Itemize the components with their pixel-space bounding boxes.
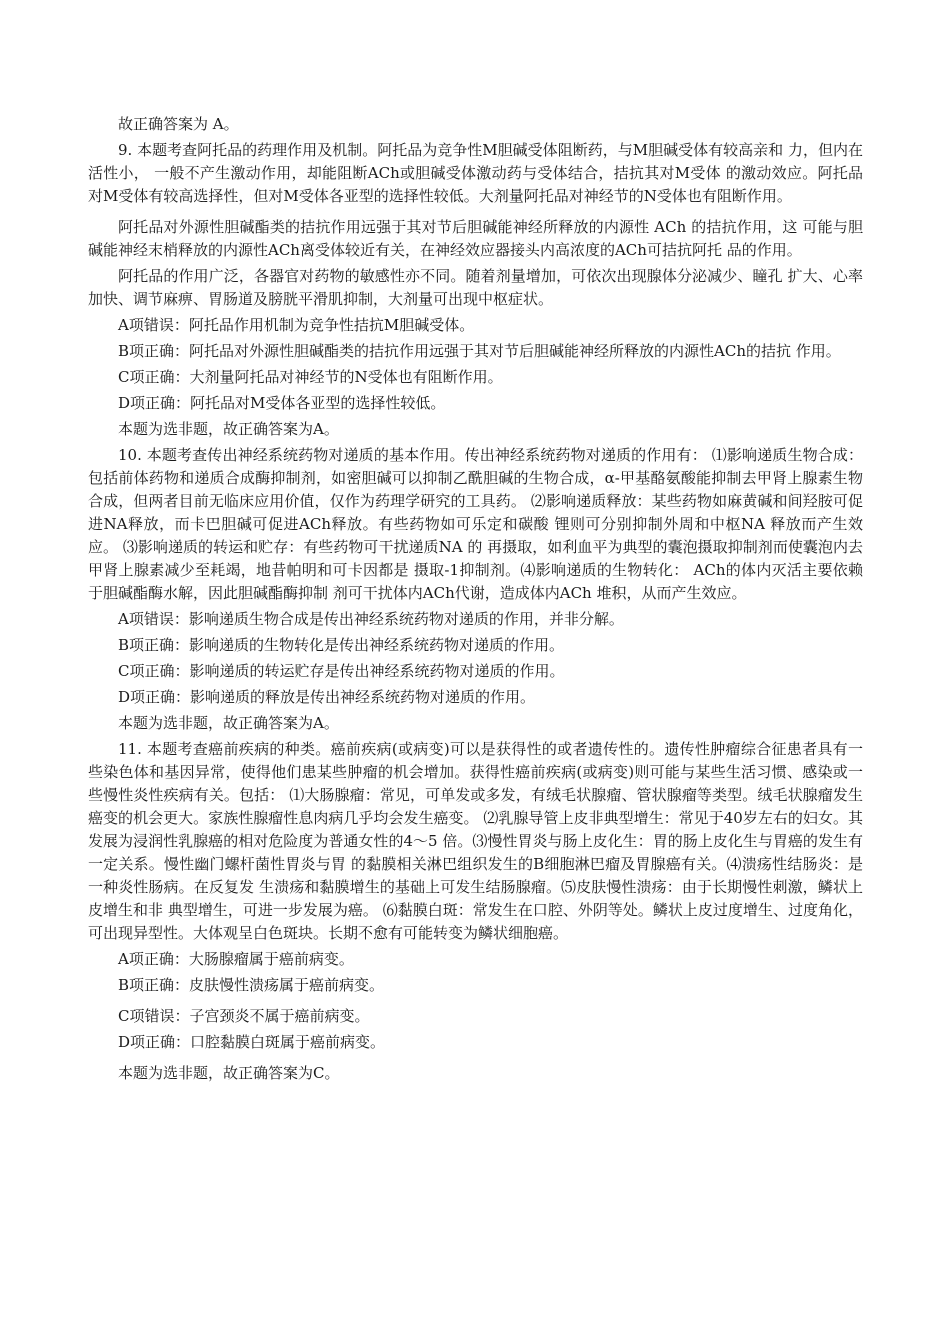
q9-antagonism: 阿托品对外源性胆碱酯类的拮抗作用远强于其对节后胆碱能神经所释放的内源性 ACh 的拮抗作用，这 可能与胆碱能神经末梢释放的内源性ACh离受体较近有关，在神经效应器接头内高浓度的ACh可拮抗阿托 品的作用。 xyxy=(88,218,863,259)
q9-option-d: D项正确：阿托品对M受体各亚型的选择性较低。 xyxy=(118,394,446,412)
q11-option-b: B项正确：皮肤慢性溃疡属于癌前病变。 xyxy=(118,976,385,994)
q10-answer: 本题为选非题，故正确答案为A。 xyxy=(118,714,339,732)
q10-option-c: C项正确：影响递质的转运贮存是传出神经系统药物对递质的作用。 xyxy=(118,662,565,680)
q9-explanation: 9. 本题考查阿托品的药理作用及机制。阿托品为竞争性M胆碱受体阻断药，与M胆碱受体有较高亲和 力，但内在活性小， 一般不产生激动作用，却能阻断ACh或胆碱受体激动药与受体结合，拮抗其对M受体 的激动效应。阿托品对M受体有较高选择性，但对M受体各亚型的选择性较低。大剂量阿托品对神经节的N受体也有阻断作用。 xyxy=(88,141,863,205)
document-page xyxy=(88,113,863,1088)
q9-answer: 本题为选非题，故正确答案为A。 xyxy=(118,420,339,438)
q9-option-a: A项错误：阿托品作用机制为竞争性拮抗M胆碱受体。 xyxy=(118,316,475,334)
q11-explanation: 11. 本题考查癌前疾病的种类。癌前疾病(或病变)可以是获得性的或者遗传性的。遗传性肿瘤综合征患者具有一些染色体和基因异常，使得他们患某些肿瘤的机会增加。获得性癌前疾病(或病变)则可能与某些生活习惯、感染或一些慢性炎性疾病有关。包括： ⑴大肠腺瘤：常见，可单发或多发，有绒毛状腺瘤、管状腺瘤等类型。绒毛状腺瘤发生癌变的机会更大。家族性腺瘤性息肉病几乎均会发生癌变。 ⑵乳腺导管上皮非典型增生：常见于40岁左右的妇女。其发展为浸润性乳腺癌的相对危险度为普通女性的4～5 倍。⑶慢性胃炎与肠上皮化生：胃的肠上皮化生与胃癌的发生有一定关系。慢性幽门螺杆菌性胃炎与胃 的黏膜相关淋巴组织发生的B细胞淋巴瘤及胃腺癌有关。⑷溃疡性结肠炎：是一种炎性肠病。在反复发 生溃疡和黏膜增生的基础上可发生结肠腺瘤。⑸皮肤慢性溃疡：由于长期慢性刺激，鳞状上皮增生和非 典型增生，可进一步发展为癌。 ⑹黏膜白斑：常发生在口腔、外阴等处。鳞状上皮过度增生、过度角化， 可出现异型性。大体观呈白色斑块。长期不愈有可能转变为鳞状细胞癌。 xyxy=(88,740,863,942)
q11-option-d: D项正确：口腔黏膜白斑属于癌前病变。 xyxy=(118,1033,386,1051)
answer-line-8: 故正确答案为 A。 xyxy=(118,115,239,133)
q9-option-c: C项正确：大剂量阿托品对神经节的N受体也有阻断作用。 xyxy=(118,368,503,386)
q10-option-a: A项错误：影响递质生物合成是传出神经系统药物对递质的作用，并非分解。 xyxy=(118,610,624,628)
q10-option-b: B项正确：影响递质的生物转化是传出神经系统药物对递质的作用。 xyxy=(118,636,565,654)
q10-explanation: 10. 本题考查传出神经系统药物对递质的基本作用。传出神经系统药物对递质的作用有： ⑴影响递质生物合成：包括前体药物和递质合成酶抑制剂，如密胆碱可以抑制乙酰胆碱的生物合成，α-甲基酪氨酸能抑制去甲肾上腺素生物合成，但两者目前无临床应用价值，仅作为药理学研究的工具药。 ⑵影响递质释放：某些药物如麻黄碱和间羟胺可促进NA释放，而卡巴胆碱可促进ACh释放。有些药物如可乐定和碳酸 锂则可分别抑制外周和中枢NA 释放而产生效应。 ⑶影响递质的转运和贮存：有些药物可干扰递质NA 的 再摄取，如利血平为典型的囊泡摄取抑制剂而使囊泡内去甲肾上腺素减少至耗竭，地昔帕明和可卡因都是 摄取-1抑制剂。⑷影响递质的生物转化： ACh的体内灭活主要依赖于胆碱酯酶水解，因此胆碱酯酶抑制 剂可干扰体内ACh代谢，造成体内ACh 堆积，从而产生效应。 xyxy=(88,446,863,602)
q11-option-c: C项错误：子宫颈炎不属于癌前病变。 xyxy=(118,1007,370,1025)
q11-answer: 本题为选非题，故正确答案为C。 xyxy=(118,1064,340,1082)
q10-option-d: D项正确：影响递质的释放是传出神经系统药物对递质的作用。 xyxy=(118,688,536,706)
q9-option-b: B项正确：阿托品对外源性胆碱酯类的拮抗作用远强于其对节后胆碱能神经所释放的内源性ACh的拮抗 作用。 xyxy=(118,342,841,360)
q11-option-a: A项正确：大肠腺瘤属于癌前病变。 xyxy=(118,950,354,968)
q9-effects: 阿托品的作用广泛，各器官对药物的敏感性亦不同。随着剂量增加，可依次出现腺体分泌减少、瞳孔 扩大、心率加快、调节麻痹、胃肠道及膀胱平滑肌抑制，大剂量可出现中枢症状。 xyxy=(88,267,863,308)
